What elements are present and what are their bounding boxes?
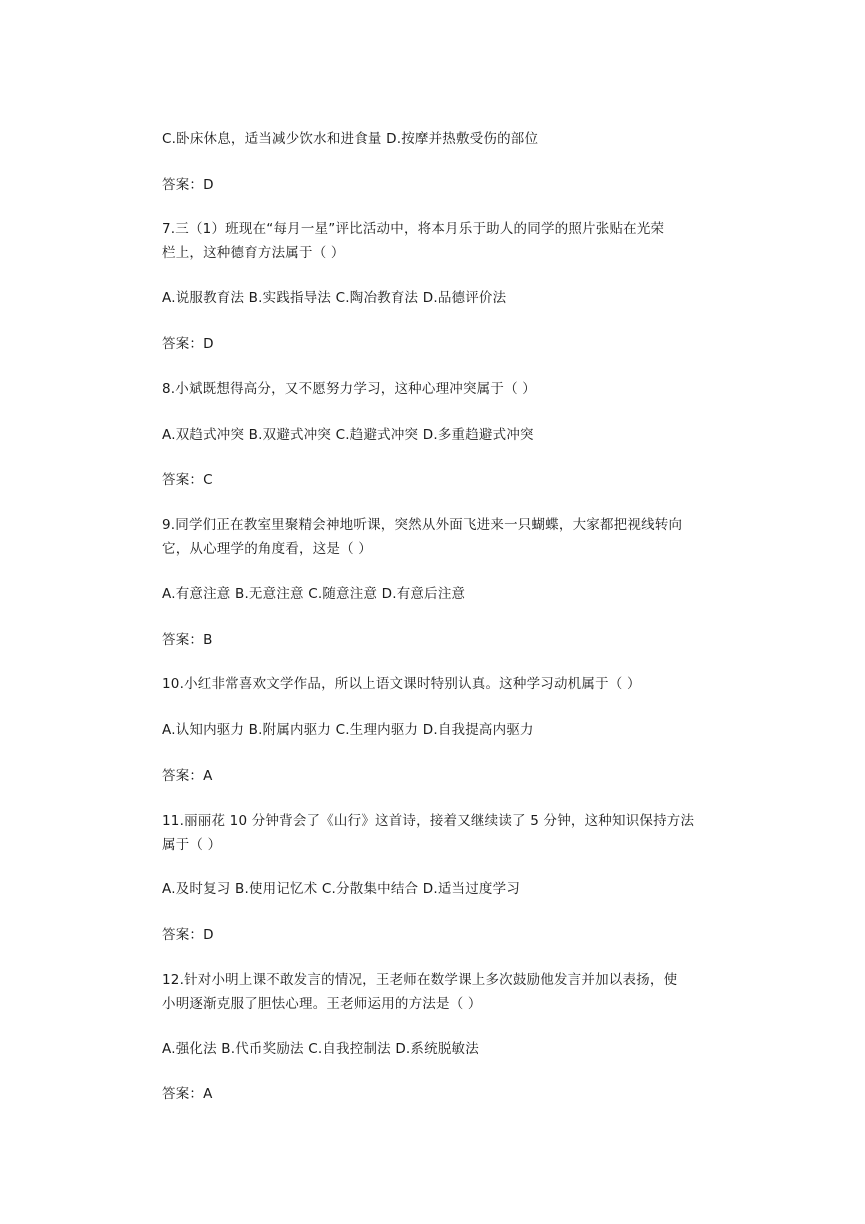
q11-question-line-2: 属于（ ）	[162, 837, 222, 853]
q10-options: A.认知内驱力 B.附属内驱力 C.生理内驱力 D.自我提高内驱力	[162, 722, 534, 738]
q7-options: A.说服教育法 B.实践指导法 C.陶冶教育法 D.品德评价法	[162, 290, 507, 306]
q7-question-line-1: 7.三（1）班现在“每月一星”评比活动中，将本月乐于助人的同学的照片张贴在光荣	[162, 221, 665, 237]
q9-question-line-1: 9.同学们正在教室里聚精会神地听课，突然从外面飞进来一只蝴蝶，大家都把视线转向	[162, 517, 683, 533]
q10-answer: 答案：A	[162, 768, 213, 784]
q8-question: 8.小斌既想得高分，又不愿努力学习，这种心理冲突属于（ ）	[162, 381, 536, 397]
q10-question: 10.小红非常喜欢文学作品，所以上语文课时特别认真。这种学习动机属于（ ）	[162, 676, 641, 692]
q12-question-line-2: 小明逐渐克服了胆怯心理。王老师运用的方法是（ ）	[162, 996, 482, 1012]
q9-question-line-2: 它，从心理学的角度看，这是（ ）	[162, 541, 372, 557]
q7-question-line-2: 栏上，这种德育方法属于（ ）	[162, 245, 345, 261]
q12-answer: 答案：A	[162, 1086, 213, 1102]
q12-question-line-1: 12.针对小明上课不敢发言的情况，王老师在数学课上多次鼓励他发言并加以表扬，使	[162, 972, 678, 988]
q7-answer: 答案：D	[162, 336, 214, 352]
q11-options: A.及时复习 B.使用记忆术 C.分散集中结合 D.适当过度学习	[162, 881, 521, 897]
q11-answer: 答案：D	[162, 927, 214, 943]
q12-options: A.强化法 B.代币奖励法 C.自我控制法 D.系统脱敏法	[162, 1041, 479, 1057]
q6-answer: 答案：D	[162, 177, 214, 193]
q8-answer: 答案：C	[162, 472, 213, 488]
q9-answer: 答案：B	[162, 632, 213, 648]
q6-options-cd: C.卧床休息，适当减少饮水和进食量 D.按摩并热敷受伤的部位	[162, 131, 539, 147]
q8-options: A.双趋式冲突 B.双避式冲突 C.趋避式冲突 D.多重趋避式冲突	[162, 427, 534, 443]
q11-question-line-1: 11.丽丽花 10 分钟背会了《山行》这首诗，接着又继续读了 5 分钟，这种知识保持方法	[162, 813, 695, 829]
q9-options: A.有意注意 B.无意注意 C.随意注意 D.有意后注意	[162, 586, 466, 602]
